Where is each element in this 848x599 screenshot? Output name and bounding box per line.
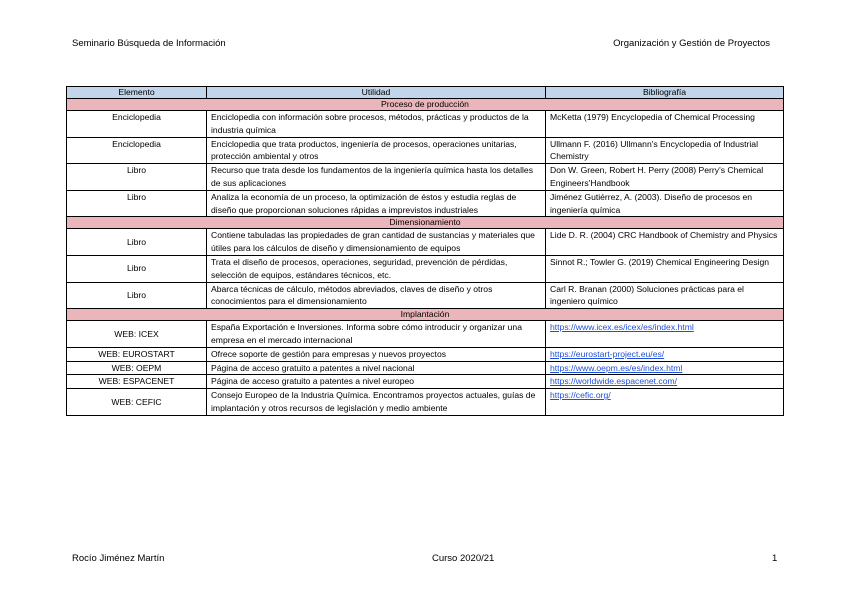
- table-row: [67, 389, 784, 416]
- footer-course: Curso 2020/21: [432, 553, 495, 564]
- cell-elemento: Enciclopedia: [67, 137, 207, 164]
- table-row: [67, 282, 784, 309]
- table-row: [67, 255, 784, 282]
- cell-utilidad: Analiza la economía de un proceso, la optimización de éstos y estudia reglas de diseño que proporcionan soluciones rápidas a imprevistos industriales: [207, 190, 546, 217]
- table-row: [67, 229, 784, 256]
- cell-elemento: Libro: [67, 164, 207, 191]
- section-row-produccion: [67, 99, 784, 111]
- cell-utilidad: Ofrece soporte de gestión para empresas y nuevos proyectos: [207, 347, 546, 361]
- cell-bibliografia: Ullmann F. (2016) Ullmann's Encyclopedia of Industrial Chemistry: [546, 137, 784, 164]
- cell-bibliografia: Jiménez Gutiérrez, A. (2003). Diseño de procesos en ingeniería química: [546, 190, 784, 217]
- table-row: [67, 190, 784, 217]
- cell-utilidad: Contiene tabuladas las propiedades de gran cantidad de sustancias y materiales que útiles para los cálculos de diseño y dimensionamiento de equipos: [207, 229, 546, 256]
- cell-elemento: Libro: [67, 255, 207, 282]
- cell-utilidad: Abarca técnicas de cálculo, métodos abreviados, claves de diseño y otros conocimientos para el dimensionamiento: [207, 282, 546, 309]
- table-row: [67, 111, 784, 138]
- cell-utilidad: Consejo Europeo de la Industria Química. Encontramos proyectos actuales, guías de implantación y otros recursos de legislación y medio ambiente: [207, 389, 546, 416]
- section-title: Dimensionamiento: [67, 217, 784, 229]
- table-row: [67, 321, 784, 348]
- cell-bibliografia: Carl R. Branan (2000) Soluciones prácticas para el ingeniero químico: [546, 282, 784, 309]
- cefic-link[interactable]: https://cefic.org/: [550, 390, 611, 401]
- cell-elemento: WEB: EUROSTART: [67, 347, 207, 361]
- cell-elemento: Libro: [67, 282, 207, 309]
- cell-utilidad: Página de acceso gratuito a patentes a nivel europeo: [207, 375, 546, 389]
- table-row: [67, 347, 784, 361]
- cell-bibliografia: McKetta (1979) Encyclopedia of Chemical Processing: [546, 111, 784, 138]
- column-header-utilidad: Utilidad: [207, 87, 546, 99]
- oepm-link[interactable]: https://www.oepm.es/es/index.html: [550, 362, 683, 373]
- column-header-bibliografia: Bibliografía: [546, 87, 784, 99]
- section-title: Proceso de producción: [67, 99, 784, 111]
- cell-bibliografia: [546, 389, 784, 416]
- cell-elemento: WEB: OEPM: [67, 361, 207, 375]
- cell-bibliografia: [546, 321, 784, 348]
- section-title: Implantación: [67, 309, 784, 321]
- eurostart-link[interactable]: https://eurostart-project.eu/es/: [550, 348, 665, 359]
- page-number: 1: [772, 553, 778, 564]
- cell-utilidad: Trata el diseño de procesos, operaciones, seguridad, prevención de pérdidas, selección de equipos, estándares técnicos, etc.: [207, 255, 546, 282]
- cell-utilidad: Enciclopedia que trata productos, ingeniería de procesos, operaciones unitarias, protección ambiental y otros: [207, 137, 546, 164]
- cell-elemento: WEB: ESPACENET: [67, 375, 207, 389]
- cell-bibliografia: [546, 375, 784, 389]
- table-header-row: [67, 87, 784, 99]
- header-course-title: Organización y Gestión de Proyectos: [613, 38, 770, 49]
- section-row-dimensionamiento: [67, 217, 784, 229]
- cell-bibliografia: Don W. Green, Robert H. Perry (2008) Perry's Chemical Engineers'Handbook: [546, 164, 784, 191]
- icex-link[interactable]: https://www.icex.es/icex/es/index.html: [550, 322, 694, 333]
- cell-utilidad: Página de acceso gratuito a patentes a nivel nacional: [207, 361, 546, 375]
- section-row-implantacion: [67, 309, 784, 321]
- cell-bibliografia: Lide D. R. (2004) CRC Handbook of Chemistry and Physics: [546, 229, 784, 256]
- table-row: [67, 137, 784, 164]
- table-row: [67, 361, 784, 375]
- cell-elemento: WEB: ICEX: [67, 321, 207, 348]
- resources-table: [66, 86, 784, 416]
- cell-elemento: Libro: [67, 229, 207, 256]
- cell-utilidad: Recurso que trata desde los fundamentos de la ingeniería química hasta los detalles de sus aplicaciones: [207, 164, 546, 191]
- table-row: [67, 164, 784, 191]
- cell-elemento: Libro: [67, 190, 207, 217]
- column-header-elemento: Elemento: [67, 87, 207, 99]
- cell-bibliografia: [546, 361, 784, 375]
- cell-elemento: WEB: CEFIC: [67, 389, 207, 416]
- cell-bibliografia: [546, 347, 784, 361]
- footer-author: Rocío Jiménez Martín: [72, 553, 165, 564]
- cell-bibliografia: Sinnot R.; Towler G. (2019) Chemical Engineering Design: [546, 255, 784, 282]
- header-seminar-title: Seminario Búsqueda de Información: [72, 38, 226, 49]
- table-row: [67, 375, 784, 389]
- cell-utilidad: Enciclopedia con información sobre procesos, métodos, prácticas y productos de la industria química: [207, 111, 546, 138]
- espacenet-link[interactable]: https://worldwide.espacenet.com/: [550, 376, 678, 387]
- cell-utilidad: España Exportación e Inversiones. Informa sobre cómo introducir y organizar una empresa en el mercado internacional: [207, 321, 546, 348]
- cell-elemento: Enciclopedia: [67, 111, 207, 138]
